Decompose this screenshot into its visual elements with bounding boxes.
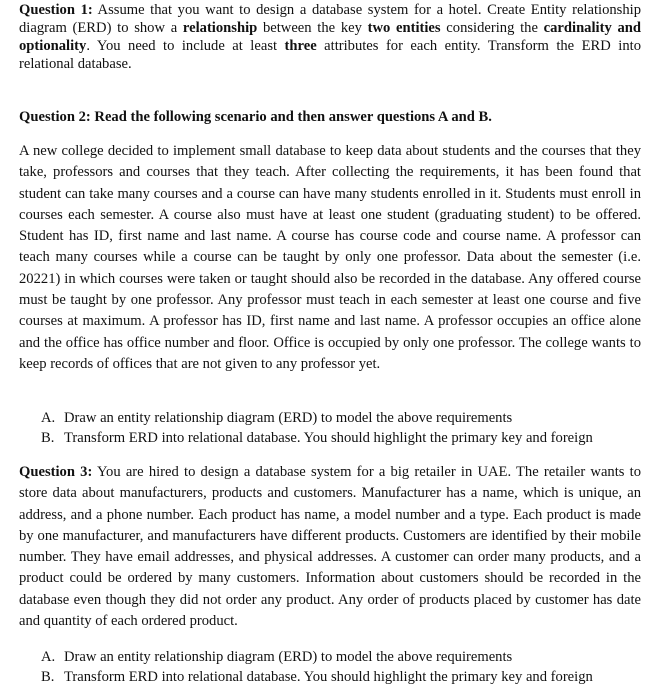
question-1-label: Question 1:: [19, 2, 93, 18]
task-text: Draw an entity relationship diagram (ERD) to model the above requirements: [64, 649, 513, 665]
question-3-task-a: [41, 647, 651, 667]
question-1-bold-relationship: relationship: [182, 20, 258, 36]
question-3-task-list: [41, 647, 651, 687]
task-text: Transform ERD into relational database. You should highlight the primary key and foreign: [64, 669, 593, 685]
question-3-label: Question 3:: [19, 464, 93, 480]
question-1-bold-three: three: [284, 38, 317, 54]
task-letter: A.: [41, 410, 56, 426]
task-text: Draw an entity relationship diagram (ERD) to model the above requirements: [64, 410, 513, 426]
question-2-heading-text: Question 2: Read the following scenario and then answer questions A and B.: [19, 109, 492, 125]
question-2-scenario: A new college decided to implement small database to keep data about students and the courses that they take, professors and courses that they teach. After collecting the requirements, it has been found that student can take many courses and a course can have many students enrolled in it. Students must enroll in courses each semester. A course also must have at least one student (graduating student) to be offered. Student has ID, first name and last name. A course has course code and course name. A professor can teach many courses while a course can be taught by only one professor. Data about the semester (i.e. 20221) in which courses were taken or taught should also be recorded in the database. Any offered course must be taught by one professor. Any professor must teach in each semester at least one course and five courses at maximum. A professor has ID, first name and last name. A professor occupies an office alone and the office has office number and floor. Office is occupied by only one professor. The college wants to keep records of offices that are not given to any professor yet.: [19, 143, 641, 372]
task-letter: A.: [41, 649, 56, 665]
question-1-text-5: attributes for each entity. Transform the ERD into relational database.: [19, 38, 641, 72]
question-1-text-2: between the key: [257, 20, 368, 36]
question-1-text-3: considering the: [440, 20, 544, 36]
question-2-task-list: [41, 408, 651, 448]
question-1-text-4: . You need to include at least: [86, 38, 285, 54]
question-3-task-b: [41, 667, 651, 687]
question-1-bold-cardinality: cardinality and optionality: [19, 20, 641, 54]
question-1-paragraph: [19, 1, 641, 73]
task-letter: B.: [41, 430, 55, 446]
question-3-paragraph: [19, 462, 641, 632]
task-letter: B.: [41, 669, 55, 685]
question-2-task-a: [41, 408, 651, 428]
question-1-bold-two-entities: two entities: [367, 20, 441, 36]
question-1-text-1: Assume that you want to design a database system for a hotel. Create Entity relationship diagram (ERD) to show a: [19, 2, 641, 36]
question-2-task-b: [41, 428, 651, 448]
question-2-heading: [19, 108, 641, 126]
task-text: Transform ERD into relational database. You should highlight the primary key and foreign: [64, 430, 593, 446]
question-3-text: You are hired to design a database system for a big retailer in UAE. The retailer wants to store data about manufacturers, products and customers. Manufacturer has a name, which is unique, an address, and a phone number. Each product has name, a model number and a type. Each product is made by one manufacturer, and manufacturers have different products. Customers are identified by their mobile number. They have email addresses, and physical addresses. A customer can order many products, and a product could be ordered by many customers. Information about customers should be recorded in the database even though they did not order any product. Any order of products placed by customer has date and quantity of each ordered product.: [19, 464, 641, 630]
